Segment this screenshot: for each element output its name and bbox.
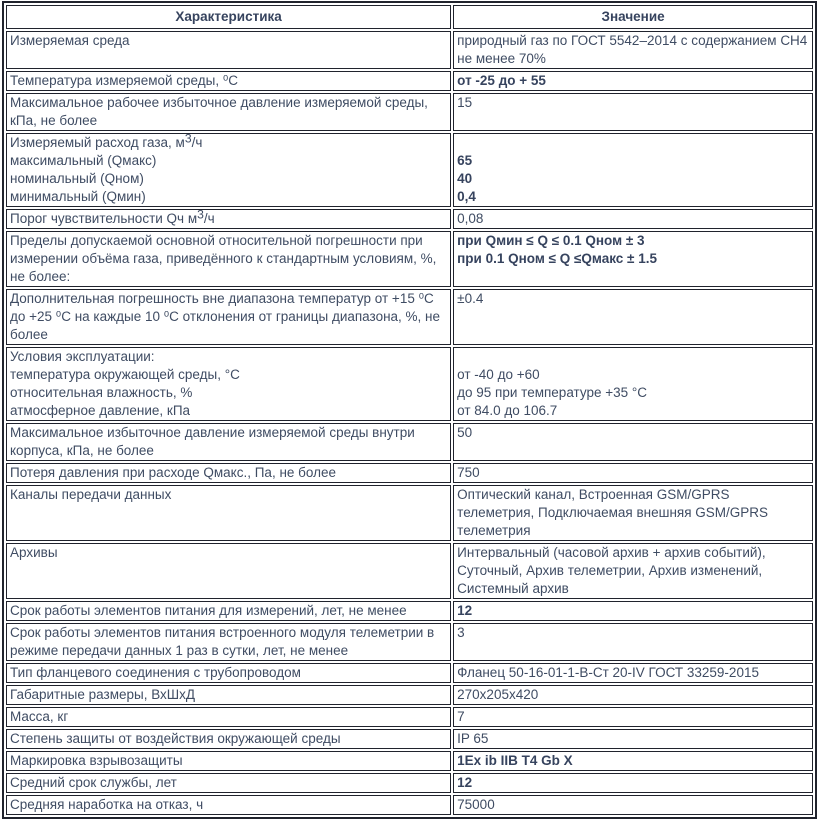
row-label (6, 347, 451, 421)
header-row (6, 5, 813, 29)
row-label: Каналы передачи данных (6, 485, 451, 541)
spec-row (6, 133, 813, 207)
row-label-line: максимальный (Qмакс) (10, 153, 157, 168)
spec-row (6, 231, 813, 287)
blank-line (457, 348, 809, 366)
spec-row (6, 751, 813, 771)
row-label-line: относительная влажность, % (10, 385, 193, 400)
superscript: 3 (184, 133, 192, 146)
spec-row (6, 773, 813, 793)
row-value: от -25 до + 55 (453, 71, 813, 91)
row-label: Габаритные размеры, ВхШхД (6, 685, 451, 705)
row-value-line: при Qмин ≤ Q ≤ 0.1 Qном ± 3 (457, 233, 645, 248)
row-value: природный газ по ГОСТ 5542–2014 с содержанием СН4 не менее 70% (453, 31, 813, 69)
spec-row (6, 685, 813, 705)
row-value: 7 (453, 707, 813, 727)
row-label-line: температура окружающей среды, °С (10, 367, 240, 382)
spec-row (6, 347, 813, 421)
spec-row (6, 543, 813, 599)
spec-row (6, 795, 813, 815)
row-value: 12 (453, 773, 813, 793)
row-label: Измеряемая среда (6, 31, 451, 69)
row-label (6, 133, 451, 207)
row-value (453, 133, 813, 207)
row-value: ±0.4 (453, 289, 813, 345)
row-label: Срок работы элементов питания встроенного модуля телеметрии в режиме передачи данных 1 раз в сутки, лет, не менее (6, 623, 451, 661)
row-value: IP 65 (453, 729, 813, 749)
row-value-line: от 84.0 до 106.7 (457, 403, 558, 418)
spec-row (6, 71, 813, 91)
row-value (453, 231, 813, 287)
row-value-line: 65 (457, 153, 473, 168)
row-value: 75000 (453, 795, 813, 815)
row-value: Интервальный (часовой архив + архив событий), Суточный, Архив телеметрии, Архив изменений, Системный архив (453, 543, 813, 599)
row-label: Дополнительная погрешность вне диапазона температур от +15 ⁰С до +25 ⁰С на каждые 10 ⁰С отклонения от границы диапазона, %, не более (6, 289, 451, 345)
spec-row (6, 463, 813, 483)
row-label-line: Условия эксплуатации: (10, 349, 155, 364)
row-value: 1Ex ib IIB T4 Gb X (453, 751, 813, 771)
spec-row (6, 663, 813, 683)
spec-row (6, 289, 813, 345)
spec-row (6, 485, 813, 541)
row-value: 15 (453, 93, 813, 131)
row-label: Максимальное избыточное давление измеряемой среды внутри корпуса, кПа, не более (6, 423, 451, 461)
row-label-line: Измеряемый расход газа, $м^3/ч$ (10, 133, 203, 150)
specification-table (2, 1, 817, 819)
row-label: Срок работы элементов питания для измерений, лет, не менее (6, 601, 451, 621)
row-label: Пределы допускаемой основной относительной погрешности при измерении объёма газа, приведённого к стандартным условиям, %, не более: (6, 231, 451, 287)
spec-row (6, 209, 813, 229)
row-value: 750 (453, 463, 813, 483)
row-label: Температура измеряемой среды, ⁰С (6, 71, 451, 91)
superscript: 3 (197, 209, 204, 222)
row-label: Средний срок службы, лет (6, 773, 451, 793)
row-value: 3 (453, 623, 813, 661)
row-label: Максимальное рабочее избыточное давление измеряемой среды, кПа, не более (6, 93, 451, 131)
spec-row (6, 31, 813, 69)
spec-row (6, 93, 813, 131)
row-label: Тип фланцевого соединения с трубопроводом (6, 663, 451, 683)
row-value: 0,08 (453, 209, 813, 229)
spec-row (6, 707, 813, 727)
row-value-line: при 0.1 Qном ≤ Q ≤Qмакс ± 1.5 (457, 251, 657, 266)
row-value: 270х205х420 (453, 685, 813, 705)
blank-line (457, 134, 809, 152)
row-label-line: минимальный (Qмин) (10, 189, 146, 204)
row-value-line: 40 (457, 171, 473, 186)
spec-row (6, 729, 813, 749)
row-value: 50 (453, 423, 813, 461)
row-value-line: от -40 до +60 (457, 367, 540, 382)
row-value: Фланец 50-16-01-1-В-Ст 20-IV ГОСТ 33259-2015 (453, 663, 813, 683)
spec-row (6, 623, 813, 661)
row-label-line: номинальный (Qном) (10, 171, 144, 186)
row-label-line: атмосферное давление, кПа (10, 403, 191, 418)
row-value-line: 0,4 (457, 189, 476, 204)
row-label: Масса, кг (6, 707, 451, 727)
header-cell-characteristic: Характеристика (6, 5, 451, 29)
spec-row (6, 423, 813, 461)
row-value: 12 (453, 601, 813, 621)
row-label: Порог чувствительности Qч $м^3/ч$ (6, 209, 451, 229)
row-label: Маркировка взрывозащиты (6, 751, 451, 771)
row-label: Потеря давления при расходе Qмакс., Па, не более (6, 463, 451, 483)
row-label: Средняя наработка на отказ, ч (6, 795, 451, 815)
row-label: Степень защиты от воздействия окружающей среды (6, 729, 451, 749)
spec-row (6, 601, 813, 621)
row-value (453, 347, 813, 421)
row-value-line: до 95 при температуре +35 °С (457, 385, 648, 400)
header-cell-value: Значение (453, 5, 813, 29)
row-value: Оптический канал, Встроенная GSM/GPRS телеметрия, Подключаемая внешняя GSM/GPRS телеметрия (453, 485, 813, 541)
row-label: Архивы (6, 543, 451, 599)
